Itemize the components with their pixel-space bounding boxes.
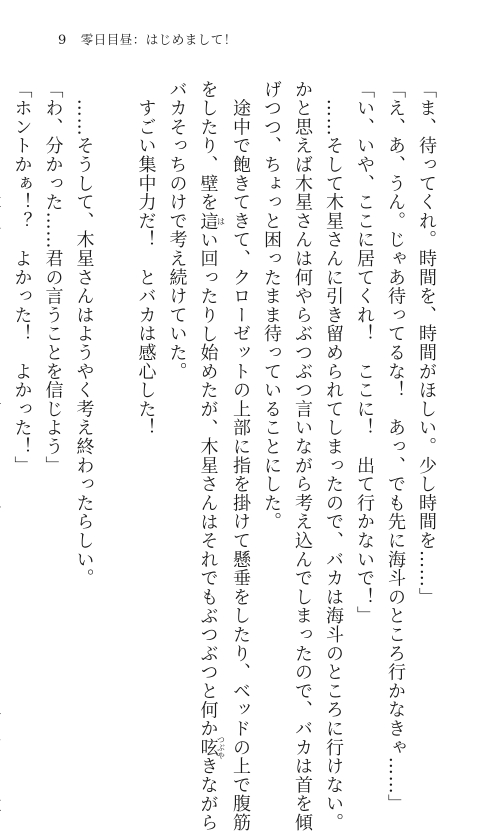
text-line: バカそっちのけで考え続けていた。 — [166, 80, 188, 381]
text-line: 「ホントかぁ！？ よかった！ よかった！」 — [11, 80, 33, 475]
text-segment: きながら — [197, 756, 219, 832]
text-line: げつつ、ちょっと困ったまま待っていることにした。 — [261, 80, 282, 532]
text-line: 「え、あ、うん。じゃあ待ってるな！ あっ、でも先に海斗のところ行かなきゃ……」 — [385, 80, 406, 814]
text-line — [0, 80, 7, 680]
page-number: 9 — [58, 33, 67, 48]
ruby-base: 呟 — [197, 735, 219, 760]
text-line: かと思えば木星さんは何やらぶつぶつ言いながら考え込んでしまったので、バカは首を傾 — [292, 80, 313, 832]
chapter-title: 零日目昼：はじめまして！ — [80, 32, 237, 47]
text-line: すごい集中力だ！ とバカは感心した！ — [135, 80, 157, 438]
text-line: 「ま、待ってくれ。時間を、時間がほしい。少し時間を……」 — [416, 80, 437, 607]
ruby-annotation — [197, 211, 226, 231]
ruby-annotation — [197, 735, 226, 760]
text-line: 「い、いや、ここに居てくれ！ ここに！ 出て行かないで！」 — [354, 80, 375, 626]
text-line: ……そして木星さんに引き留められてしまったので、バカは海斗のところに行けない。 — [323, 80, 344, 832]
body-text — [0, 80, 442, 832]
ruby-reading: つぶや — [216, 735, 226, 760]
text-line: ……そうして、木星さんはようやく考え終わったらしい。 — [73, 80, 95, 588]
ruby-reading: は — [216, 211, 226, 231]
text-segment: をしたり、壁を — [197, 80, 219, 212]
text-line-with-ruby — [193, 80, 226, 832]
blank-line — [100, 80, 131, 680]
text-line: 「わ、分かった……君の言うことを信じよう」 — [42, 80, 64, 475]
text-line: 途中で飽きてきて、クローゼットの上部に指を掛けて懸垂をしたり、ベッドの上で腹筋 — [230, 80, 251, 832]
text-segment: い回ったりし始めたが、木星さんはそれでもぶつぶつと何か — [197, 230, 219, 739]
running-head — [58, 30, 237, 48]
ruby-base: 這 — [197, 211, 219, 231]
